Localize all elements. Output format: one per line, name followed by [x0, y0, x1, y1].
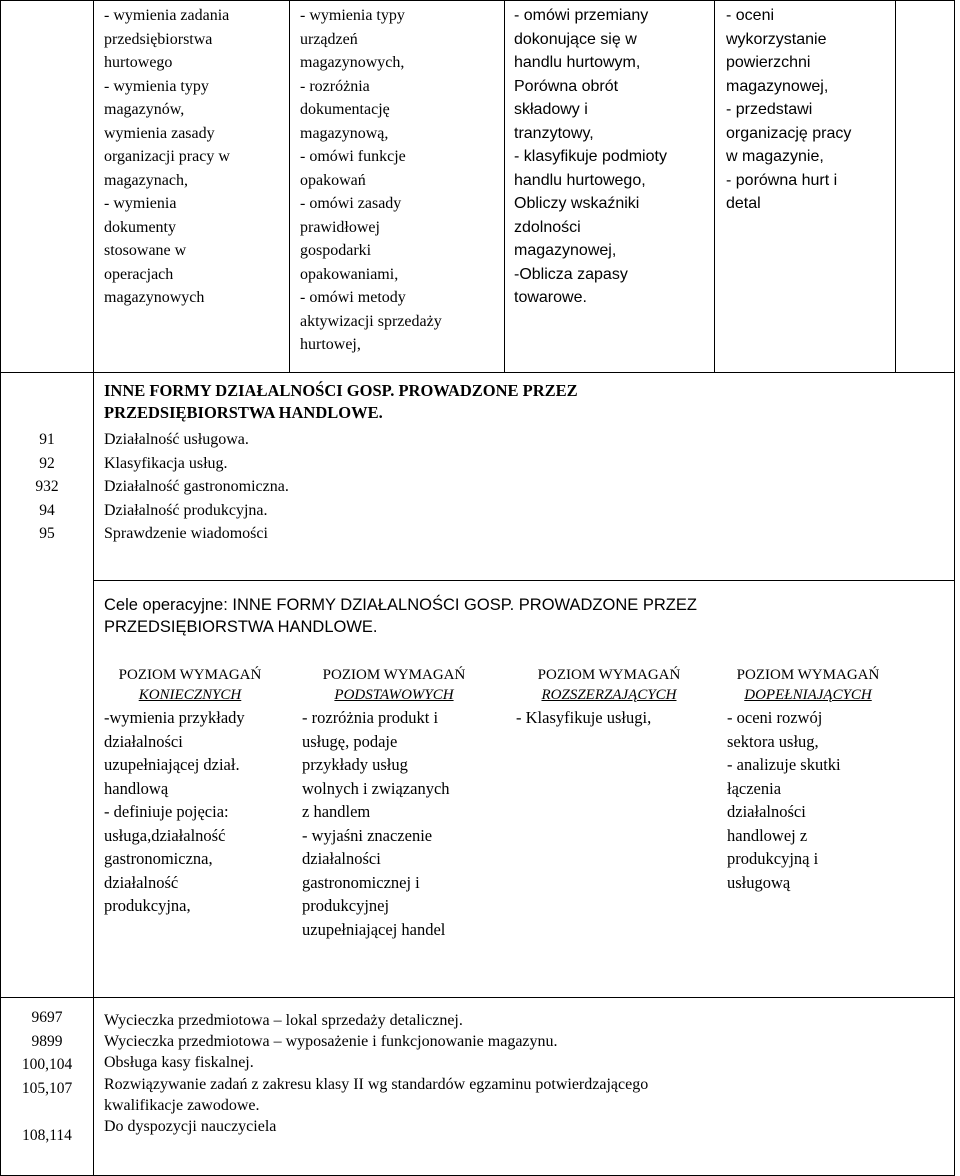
level-header-3: [512, 665, 706, 705]
col-border: [954, 0, 955, 1176]
level-header-2: [294, 665, 494, 705]
level-header-2-l2: PODSTAWOWYCH: [334, 687, 454, 703]
col-border: [289, 0, 290, 372]
level-col-2: - rozróżnia produkt i usługę, podaje przykłady usług wolnych i związanych z handlem - wyjaśni znaczenie działalności gastronomicznej i produkcyjnej uzupełniającej handel: [302, 708, 450, 939]
top-col-2: - wymienia typy urządzeń magazynowych, - rozróżnia dokumentację magazynową, - omówi funkcje opakowań - omówi zasady prawidłowej gospodarki opakowaniami, - omówi metody aktywizacji sprzedaży hurtowej,: [300, 7, 442, 353]
section2-topics: Wycieczka przedmiotowa – lokal sprzedaży detalicznej. Wycieczka przedmiotowa – wyposażenie i funkcjonowanie magazynu. Obsługa kasy fiskalnej. Rozwiązywanie zadań z zakresu klasy II wg standardów egzaminu potwierdzającego kwalifikacje zawodowe. Do dyspozycji nauczyciela: [104, 1012, 649, 1136]
level-col-4: - oceni rozwój sektora usług, - analizuje skutki łączenia działalności handlowej z produkcyjną i usługową: [727, 708, 841, 892]
level-col-3: - Klasyfikuje usługi,: [516, 708, 652, 727]
col-border: [504, 0, 505, 372]
row-border: [0, 997, 955, 998]
col-border: [714, 0, 715, 372]
col-border: [895, 0, 896, 372]
section-title: INNE FORMY DZIAŁALNOŚCI GOSP. PROWADZONE PRZEZ PRZEDSIĘBIORSTWA HANDLOWE.: [104, 381, 578, 422]
level-header-4: [724, 665, 892, 705]
level-header-3-l1: POZIOM WYMAGAŃ: [537, 667, 681, 683]
level-header-2-l1: POZIOM WYMAGAŃ: [322, 667, 466, 683]
level-header-1-l1: POZIOM WYMAGAŃ: [118, 667, 262, 683]
lesson-numbers-1: 91 92 932 94 95: [35, 431, 59, 543]
level-header-1-l2: KONIECZNYCH: [138, 687, 242, 703]
top-col-1: - wymienia zadania przedsiębiorstwa hurtowego - wymienia typy magazynów, wymienia zasady organizacji pracy w magazynach, - wymienia dokumenty stosowane w operacjach magazynowych: [104, 7, 230, 306]
row-border: [93, 580, 955, 581]
goals-text: Cele operacyjne: INNE FORMY DZIAŁALNOŚCI GOSP. PROWADZONE PRZEZ PRZEDSIĘBIORSTWA HANDLOWE.: [104, 596, 697, 636]
lesson-numbers-2: 9697 9899 100,104 105,107 108,114: [21, 1009, 73, 1144]
row-border: [0, 0, 955, 1]
level-header-3-l2: ROZSZERZAJĄCYCH: [541, 687, 677, 703]
level-header-1: [100, 665, 280, 705]
top-col-3: - omówi przemiany dokonujące się w handlu hurtowym, Porówna obrót składowy i tranzytowy, - klasyfikuje podmioty handlu hurtowego, Obliczy wskaźniki zdolności magazynowej, -Oblicza zapasy towarowe.: [514, 7, 667, 306]
top-col-4: - oceni wykorzystanie powierzchni magazynowej, - przedstawi organizację pracy w magazynie, - porówna hurt i detal: [726, 7, 852, 212]
level-header-4-l1: POZIOM WYMAGAŃ: [736, 667, 880, 683]
level-col-1: -wymienia przykłady działalności uzupełniającej dział. handlową - definiuje pojęcia: usługa,działalność gastronomiczna, działalność produkcyjna,: [104, 708, 245, 915]
section-topics: Działalność usługowa. Klasyfikacja usług. Działalność gastronomiczna. Działalność produkcyjna. Sprawdzenie wiadomości: [104, 431, 289, 542]
level-header-4-l2: DOPEŁNIAJĄCYCH: [744, 687, 872, 703]
row-border: [0, 372, 955, 373]
col-border: [93, 0, 94, 1176]
col-border: [0, 0, 1, 1176]
